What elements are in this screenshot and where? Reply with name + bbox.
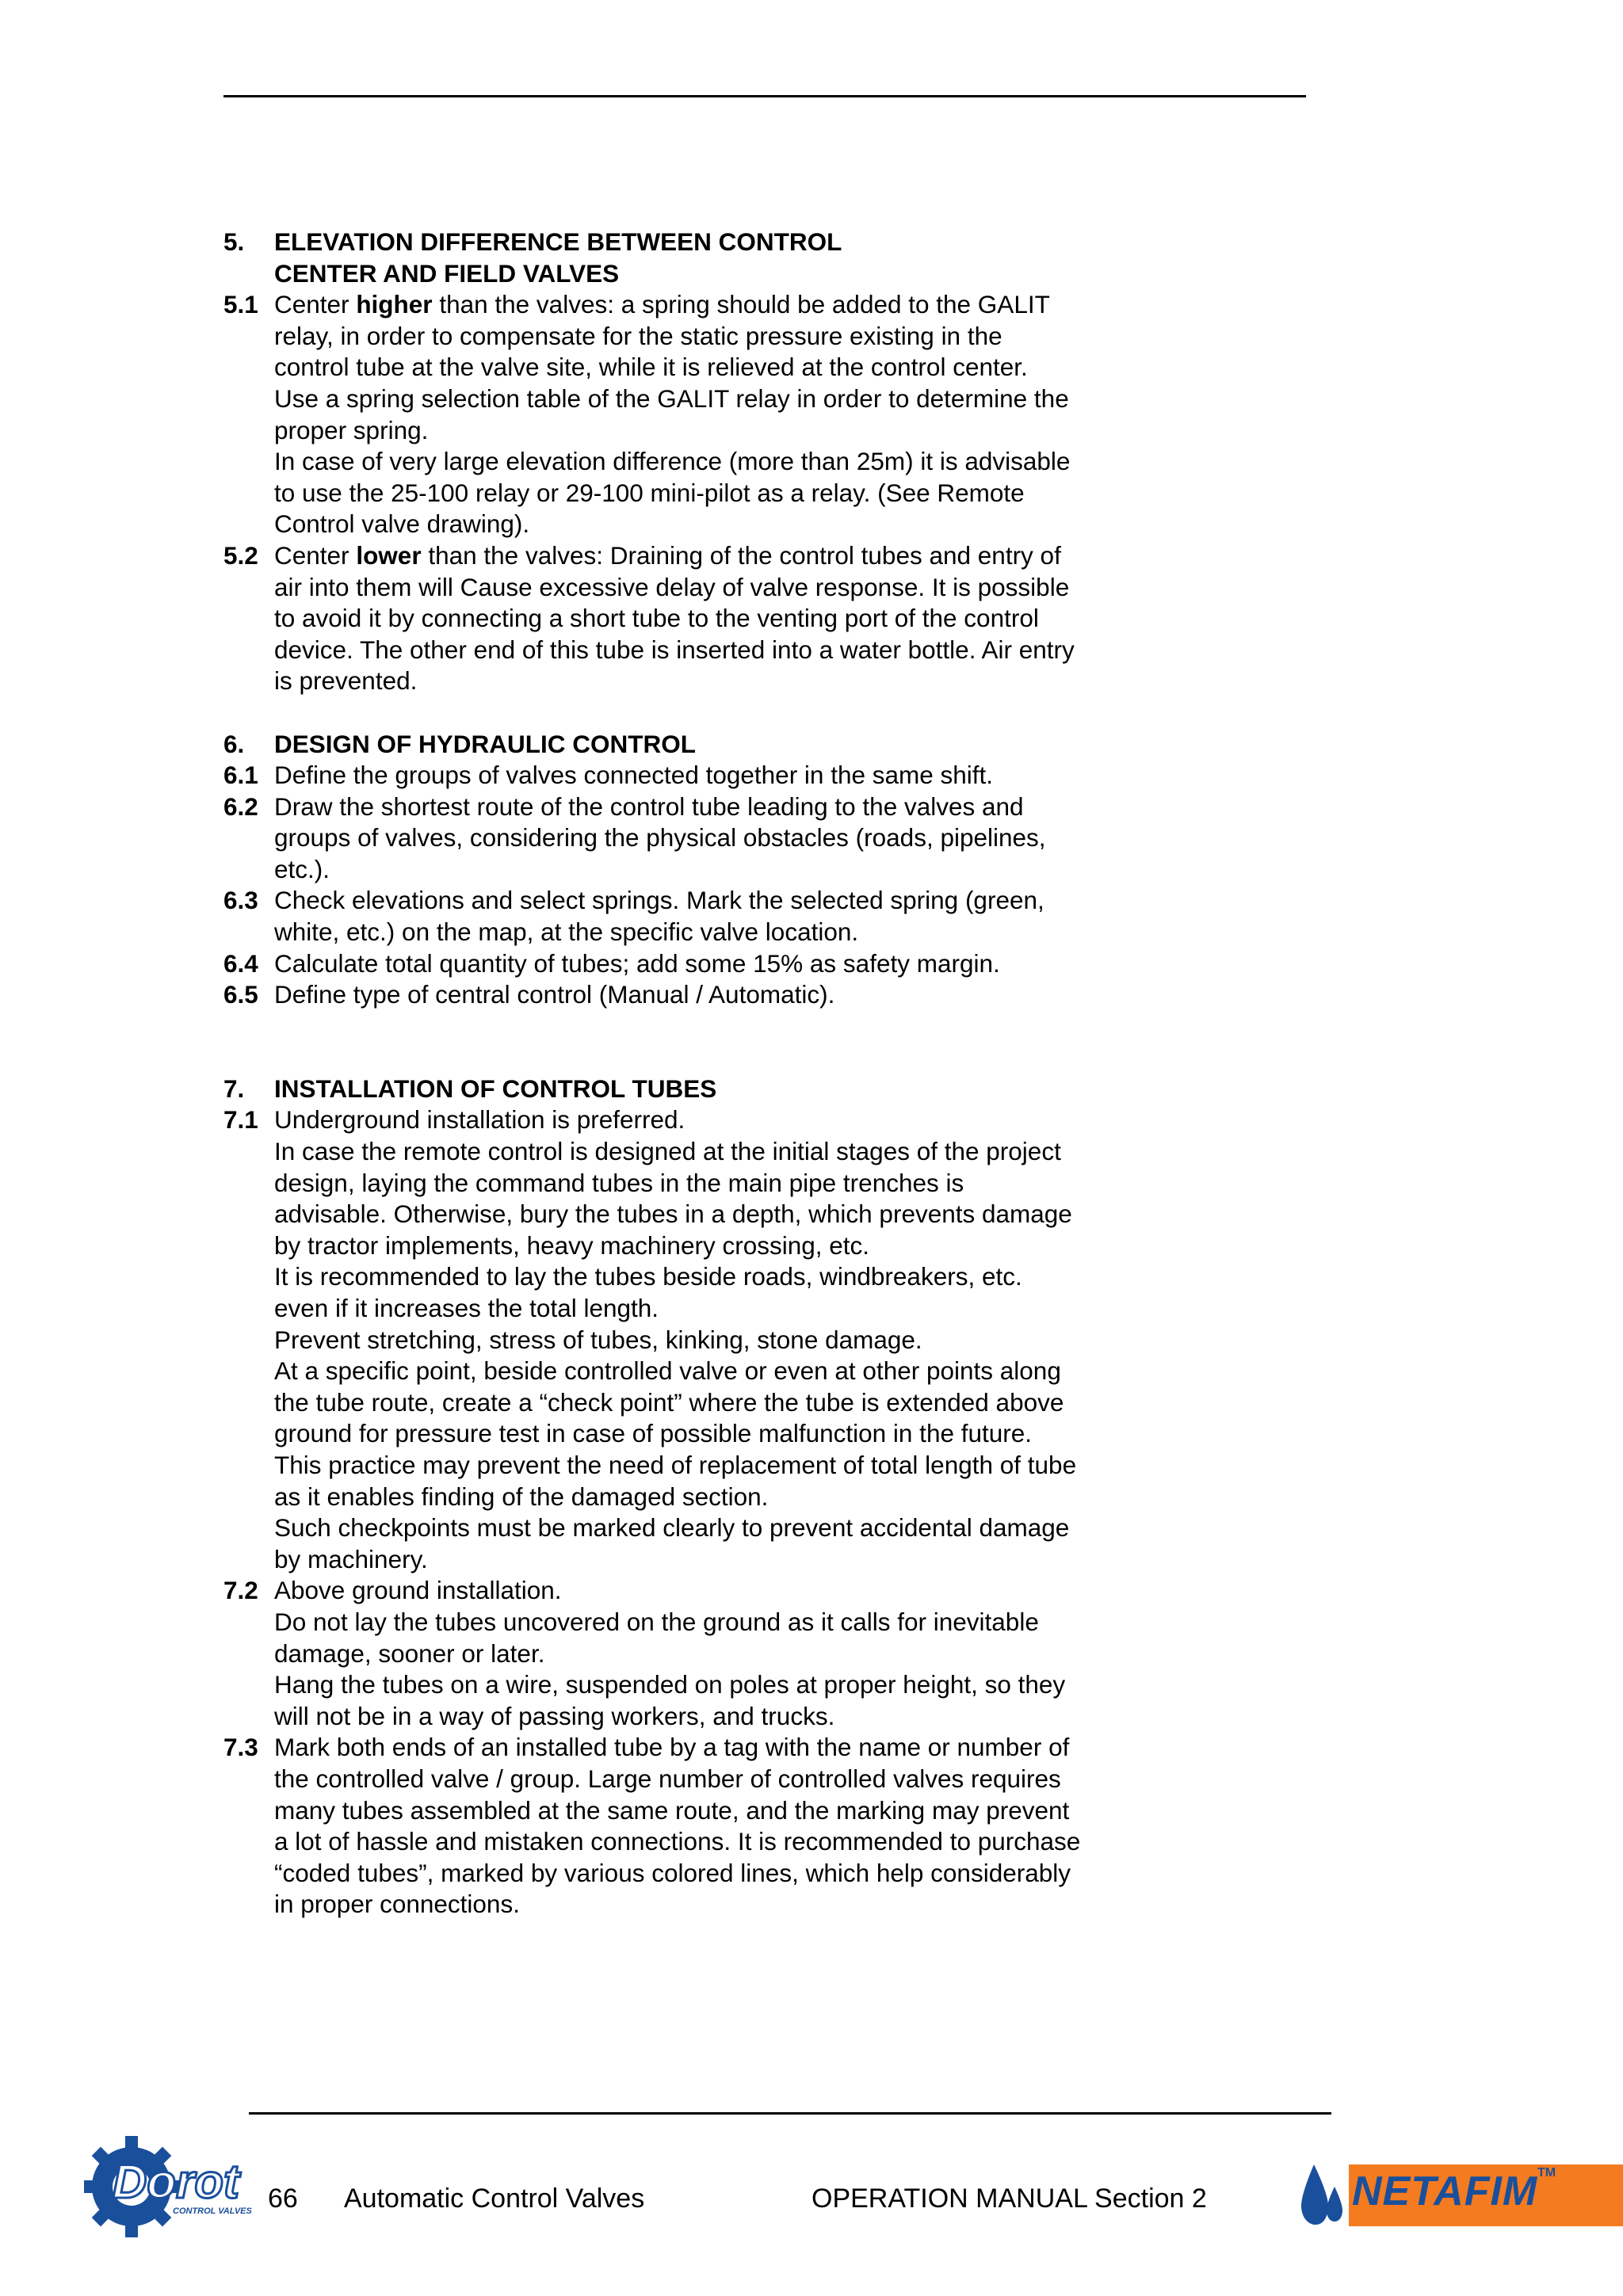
section-gap <box>223 1011 1349 1074</box>
text-run: a lot of hassle and mistaken connections. It is recommended to purchase <box>274 1827 1081 1856</box>
numbered-item <box>223 885 1349 948</box>
item-text-line <box>274 760 1349 791</box>
text-run: This practice may prevent the need of replacement of total length of tube <box>274 1450 1077 1479</box>
item-number: 5.1 <box>223 290 258 319</box>
top-rule <box>223 95 1306 97</box>
item-text-line <box>274 1575 1349 1607</box>
text-run: relay, in order to compensate for the static pressure existing in the <box>274 321 1002 350</box>
item-text-line <box>274 822 1349 854</box>
text-run: Define type of central control (Manual / Automatic). <box>274 980 835 1009</box>
text-run: in proper connections. <box>274 1890 520 1919</box>
section-heading-line: DESIGN OF HYDRAULIC CONTROL <box>274 729 696 758</box>
text-run: the controlled valve / group. Large number of controlled valves requires <box>274 1764 1061 1793</box>
text-run: by machinery. <box>274 1544 428 1573</box>
section-heading-line: ELEVATION DIFFERENCE BETWEEN CONTROL <box>274 227 842 256</box>
item-text-line <box>274 854 1349 886</box>
item-text-line <box>274 1701 1349 1733</box>
item-text-line <box>274 540 1349 572</box>
item-number: 6.1 <box>223 761 258 790</box>
item-text-line <box>274 1482 1349 1513</box>
item-text-line <box>274 415 1349 447</box>
item-text-line <box>274 446 1349 478</box>
text-run: control tube at the valve site, while it is relieved at the control center. <box>274 353 1028 382</box>
text-run: etc.). <box>274 854 330 883</box>
item-number: 5.2 <box>223 540 258 570</box>
item-text-line <box>274 478 1349 509</box>
numbered-item <box>223 791 1349 886</box>
text-run: to use the 25-100 relay or 29-100 mini-pilot as a relay. (See Remote <box>274 478 1025 507</box>
text-run: Draw the shortest route of the control tube leading to the valves and <box>274 791 1024 821</box>
text-run: Above ground installation. <box>274 1576 562 1605</box>
numbered-item <box>223 979 1349 1011</box>
section-title: OPERATION MANUAL Section 2 <box>812 2183 1207 2214</box>
item-text-line <box>274 1387 1349 1419</box>
item-text-line <box>274 1764 1349 1795</box>
item-text-line <box>274 1669 1349 1701</box>
item-text-line <box>274 1544 1349 1576</box>
item-text-line <box>274 1858 1349 1890</box>
text-run: groups of valves, considering the physical obstacles (roads, pipelines, <box>274 823 1046 852</box>
text-run: Mark both ends of an installed tube by a tag with the name or number of <box>274 1733 1070 1762</box>
item-text-line <box>274 1293 1349 1325</box>
item-text-line <box>274 1450 1349 1482</box>
section-number: 7. <box>223 1074 245 1103</box>
text-run: Center <box>274 290 357 319</box>
document-body <box>223 227 1349 1920</box>
item-text-line <box>274 1889 1349 1920</box>
text-run: white, etc.) on the map, at the specific valve location. <box>274 917 859 947</box>
section-heading <box>223 729 1349 761</box>
item-text-line <box>274 635 1349 666</box>
item-text-line <box>274 1732 1349 1764</box>
text-run: to avoid it by connecting a short tube to the venting port of the control <box>274 604 1039 633</box>
item-text-line <box>274 1168 1349 1199</box>
text-run: air into them will Cause excessive delay of valve response. It is possible <box>274 572 1070 601</box>
text-run: Check elevations and select springs. Mark the selected spring (green, <box>274 886 1044 915</box>
section-number: 5. <box>223 227 245 256</box>
item-text-line <box>274 352 1349 383</box>
item-text-line <box>274 1136 1349 1168</box>
text-run: will not be in a way of passing workers, and trucks. <box>274 1701 835 1730</box>
emphasis-text: lower <box>356 540 422 570</box>
text-run: advisable. Otherwise, bury the tubes in a depth, which prevents damage <box>274 1199 1072 1229</box>
item-text-line <box>274 1104 1349 1136</box>
item-text-line <box>274 383 1349 415</box>
text-run: design, laying the command tubes in the main pipe trenches is <box>274 1168 964 1197</box>
text-run: Define the groups of valves connected together in the same shift. <box>274 761 994 790</box>
item-number: 6.5 <box>223 980 258 1009</box>
item-text-line <box>274 791 1349 823</box>
text-run: ground for pressure test in case of possible malfunction in the future. <box>274 1419 1033 1448</box>
text-run: Use a spring selection table of the GALIT relay in order to determine the <box>274 383 1069 413</box>
dorot-logo-subtext: CONTROL VALVES <box>173 2206 252 2216</box>
item-text-line <box>274 1512 1349 1544</box>
document-title: Automatic Control Valves <box>344 2183 645 2214</box>
item-number: 7.2 <box>223 1576 258 1605</box>
numbered-item <box>223 1732 1349 1920</box>
item-text-line <box>274 666 1349 697</box>
text-run: damage, sooner or later. <box>274 1638 545 1668</box>
text-run: Hang the tubes on a wire, suspended on poles at proper height, so they <box>274 1670 1066 1699</box>
item-text-line <box>274 1638 1349 1670</box>
item-text-line <box>274 572 1349 604</box>
item-number: 7.1 <box>223 1105 258 1135</box>
item-text-line <box>274 289 1349 321</box>
item-text-line <box>274 1826 1349 1858</box>
section-heading-line: CENTER AND FIELD VALVES <box>274 258 620 288</box>
section-number: 6. <box>223 729 245 758</box>
text-run: It is recommended to lay the tubes beside roads, windbreakers, etc. <box>274 1262 1022 1291</box>
numbered-item <box>223 948 1349 980</box>
netafim-trademark: TM <box>1537 2166 1556 2180</box>
item-number: 6.4 <box>223 948 258 978</box>
text-run: even if it increases the total length. <box>274 1294 659 1322</box>
text-run: Underground installation is preferred. <box>274 1105 685 1135</box>
text-run: Do not lay the tubes uncovered on the ground as it calls for inevitable <box>274 1607 1039 1636</box>
text-run: by tractor implements, heavy machinery crossing, etc. <box>274 1230 870 1260</box>
item-text-line <box>274 885 1349 917</box>
text-run: At a specific point, beside controlled valve or even at other points along <box>274 1356 1061 1386</box>
item-text-line <box>274 1261 1349 1293</box>
text-run: “coded tubes”, marked by various colored lines, which help considerably <box>274 1858 1071 1887</box>
bottom-rule <box>249 2112 1331 2115</box>
item-text-line <box>274 1356 1349 1387</box>
item-number: 6.3 <box>223 886 258 915</box>
text-run: many tubes assembled at the same route, and the marking may prevent <box>274 1795 1070 1825</box>
item-text-line <box>274 1230 1349 1262</box>
text-run: as it enables finding of the damaged section. <box>274 1482 769 1511</box>
page-number: 66 <box>268 2183 298 2214</box>
numbered-item <box>223 289 1349 540</box>
numbered-item <box>223 1104 1349 1575</box>
text-run: In case the remote control is designed at the initial stages of the project <box>274 1137 1061 1166</box>
text-run: Control valve drawing). <box>274 509 530 539</box>
item-number: 6.2 <box>223 791 258 821</box>
text-run: than the valves: Draining of the control tubes and entry of <box>421 540 1061 570</box>
item-text-line <box>274 1418 1349 1450</box>
dorot-logo-word: Dorot <box>113 2155 239 2208</box>
netafim-logo-word: NETAFIM <box>1352 2168 1538 2214</box>
item-text-line <box>274 1607 1349 1638</box>
item-text-line <box>274 603 1349 635</box>
text-run: the tube route, create a “check point” where the tube is extended above <box>274 1387 1064 1417</box>
text-run: In case of very large elevation difference (more than 25m) it is advisable <box>274 447 1071 476</box>
item-text-line <box>274 1325 1349 1356</box>
text-run: proper spring. <box>274 415 429 444</box>
text-run: Such checkpoints must be marked clearly to prevent accidental damage <box>274 1513 1070 1543</box>
numbered-item <box>223 540 1349 697</box>
item-text-line <box>274 917 1349 948</box>
section-heading <box>223 227 1349 289</box>
section-heading <box>223 1074 1349 1105</box>
text-run: Center <box>274 540 357 570</box>
item-text-line <box>274 1199 1349 1230</box>
text-run: is prevented. <box>274 666 418 696</box>
item-text-line <box>274 1795 1349 1827</box>
text-run: Prevent stretching, stress of tubes, kinking, stone damage. <box>274 1325 922 1354</box>
section-gap <box>223 697 1349 729</box>
item-text-line <box>274 509 1349 540</box>
section-heading-line: INSTALLATION OF CONTROL TUBES <box>274 1074 717 1103</box>
text-run: than the valves: a spring should be added to the GALIT <box>432 290 1050 319</box>
emphasis-text: higher <box>356 290 433 319</box>
item-text-line <box>274 321 1349 353</box>
numbered-item <box>223 1575 1349 1732</box>
water-drop-icon <box>1296 2158 1347 2237</box>
text-run: device. The other end of this tube is inserted into a water bottle. Air entry <box>274 635 1075 664</box>
item-text-line <box>274 948 1349 980</box>
text-run: Calculate total quantity of tubes; add some 15% as safety margin. <box>274 948 1000 978</box>
item-text-line <box>274 979 1349 1011</box>
dorot-logo <box>84 2122 266 2241</box>
item-number: 7.3 <box>223 1733 258 1762</box>
numbered-item <box>223 760 1349 791</box>
